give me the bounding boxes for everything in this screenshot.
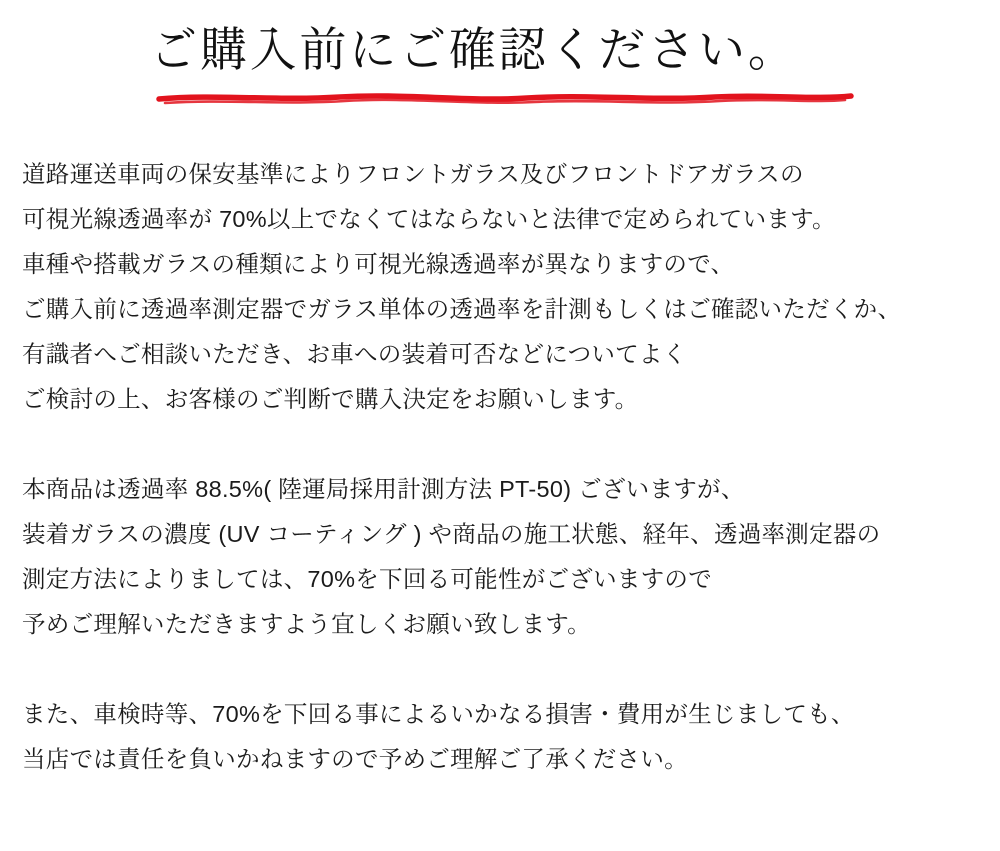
page-title-block [150, 22, 950, 77]
paragraph-spacer [22, 422, 982, 467]
paragraph-legal-notice [22, 152, 982, 422]
paragraph-spacer [22, 647, 982, 692]
body-line: 装着ガラスの濃度 (UV コーティング ) や商品の施工状態、経年、透過率測定器の [22, 521, 881, 547]
body-line: また、車検時等、70%を下回る事によるいかなる損害・費用が生じましても、 [22, 701, 855, 727]
body-line: 車種や搭載ガラスの種類により可視光線透過率が異なりますので、 [22, 251, 735, 277]
body-line: 可視光線透過率が 70%以上でなくてはならないと法律で定められています。 [22, 206, 836, 232]
paragraph-disclaimer [22, 692, 982, 782]
body-line: 有識者へご相談いただき、お車への装着可否などについてよく [22, 341, 687, 367]
body-line: 本商品は透過率 88.5%( 陸運局採用計測方法 PT-50) ございますが、 [22, 476, 745, 502]
page-title: ご購入前にご確認ください。 [150, 23, 798, 76]
paragraph-product-spec [22, 467, 982, 647]
body-line: 道路運送車両の保安基準によりフロントガラス及びフロントドアガラスの [22, 161, 804, 187]
notice-body [22, 152, 982, 782]
red-underline-decoration [155, 88, 855, 110]
body-line: 予めご理解いただきますよう宜しくお願い致します。 [22, 611, 591, 637]
body-line: 当店では責任を負いかねますので予めご理解ご了承ください。 [22, 746, 688, 772]
body-line: ご購入前に透過率測定器でガラス単体の透過率を計測もしくはご確認いただくか、 [22, 296, 902, 322]
body-line: ご検討の上、お客様のご判断で購入決定をお願いします。 [22, 386, 639, 412]
body-line: 測定方法によりましては、70%を下回る可能性がございますので [22, 566, 712, 592]
red-underline-icon [155, 88, 855, 110]
